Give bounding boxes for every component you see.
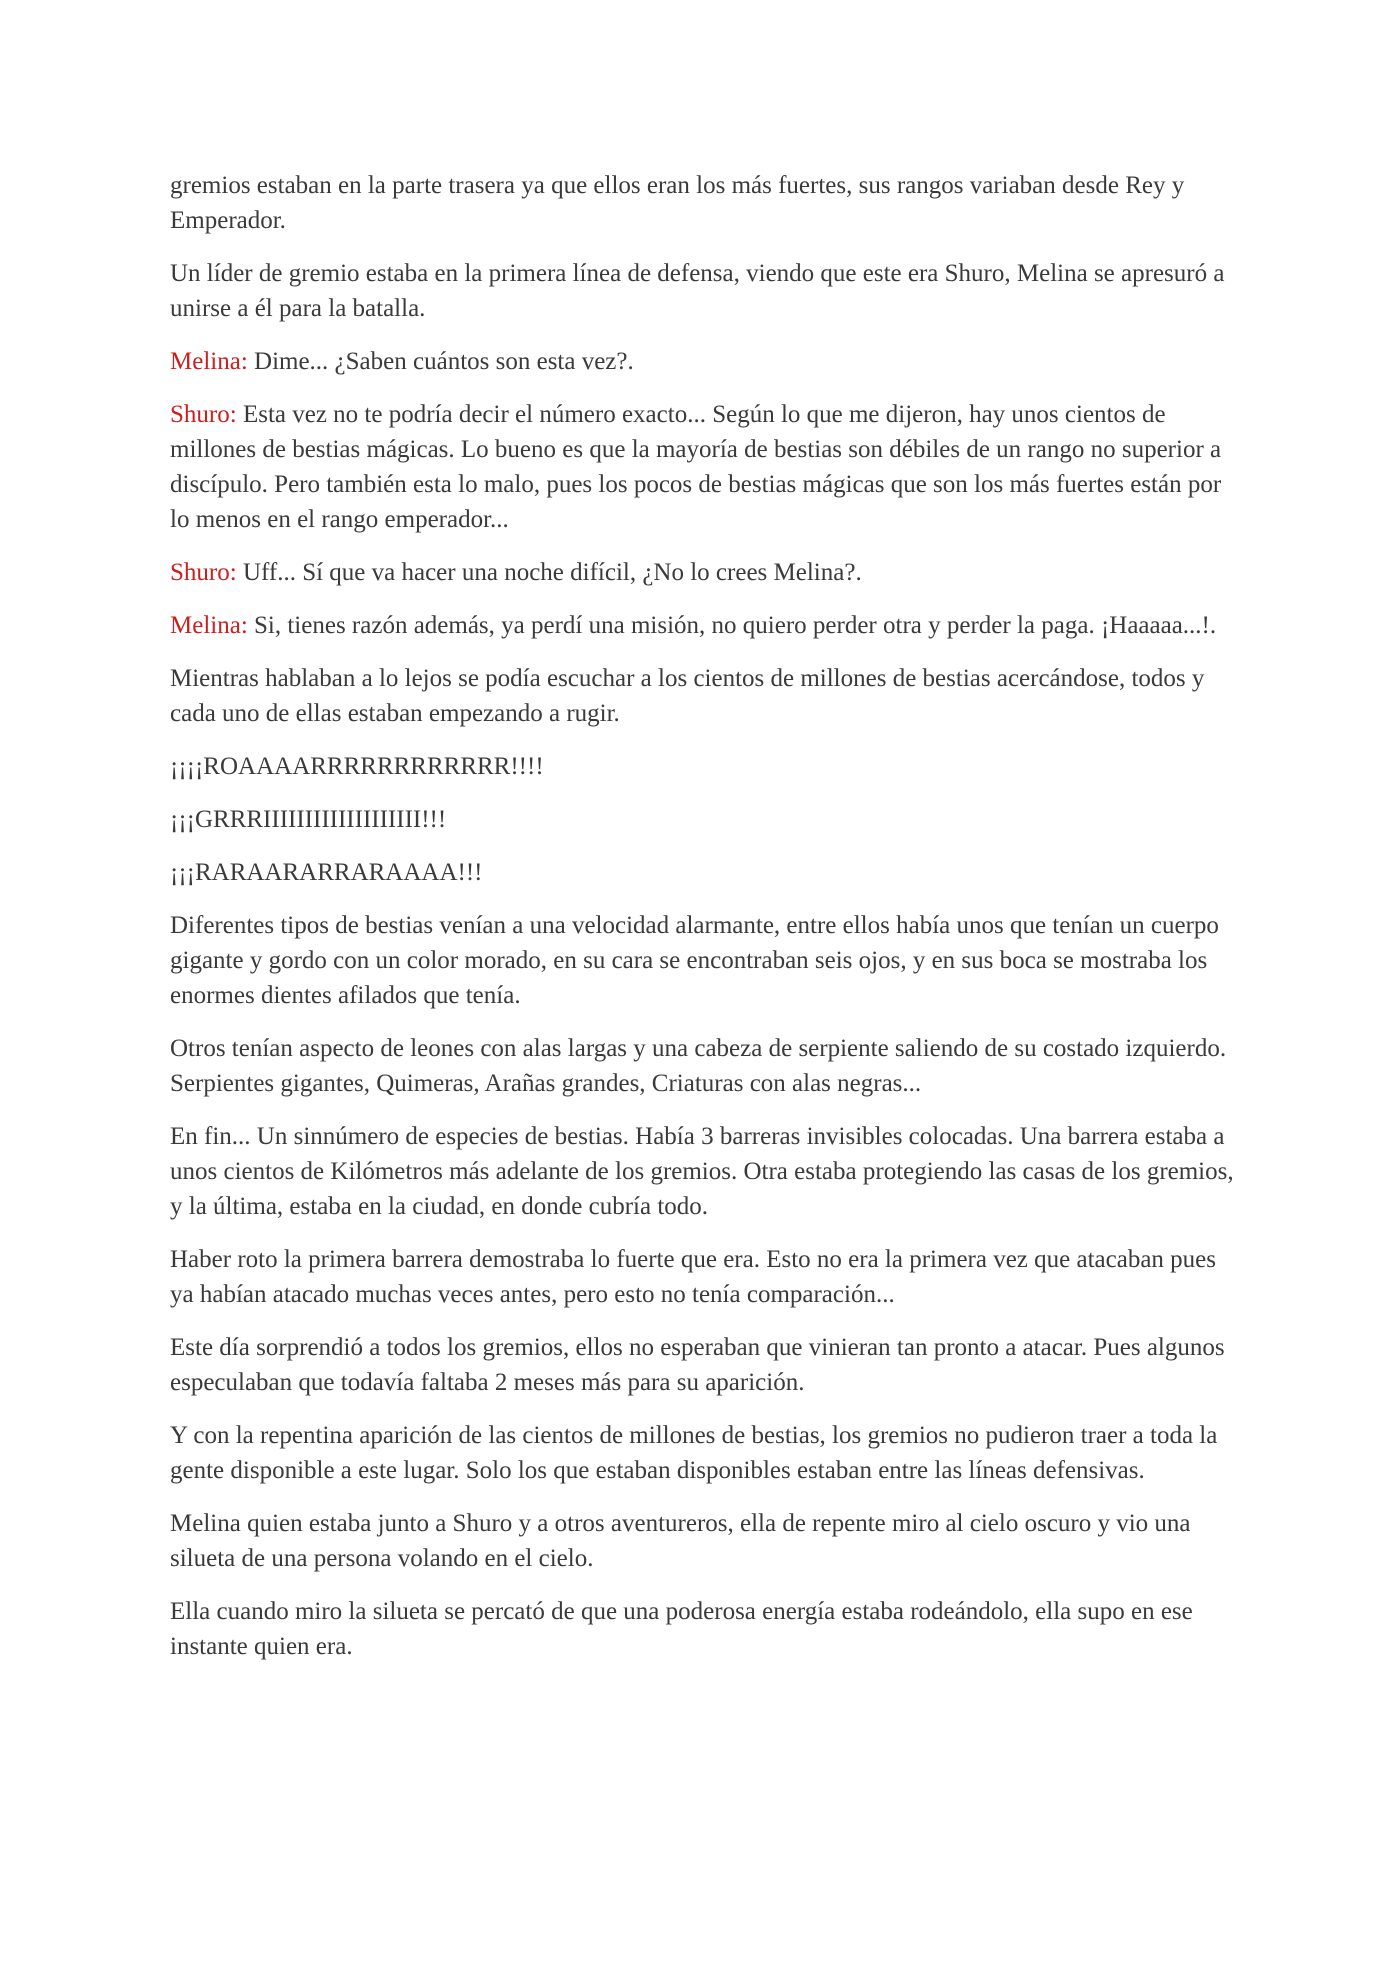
paragraph-text: Un líder de gremio estaba en la primera línea de defensa, viendo que este era Shuro, Melina se apresuró a unirse a él para la batalla.	[170, 260, 1225, 322]
paragraph	[170, 1242, 1245, 1312]
paragraph-text: Diferentes tipos de bestias venían a una velocidad alarmante, entre ellos había unos que tenían un cuerpo gigante y gordo con un color morado, en su cara se encontraban seis ojos, y en sus boca se mostraba los enormes dientes afilados que tenía.	[170, 912, 1219, 1009]
paragraph-text: Y con la repentina aparición de las cientos de millones de bestias, los gremios no pudieron traer a toda la gente disponible a este lugar. Solo los que estaban disponibles estaban entre las líneas defensivas.	[170, 1422, 1218, 1484]
speaker-label: Shuro:	[170, 559, 237, 586]
paragraph	[170, 908, 1245, 1013]
paragraph	[170, 168, 1245, 238]
paragraph	[170, 1031, 1245, 1101]
speaker-label: Melina:	[170, 612, 248, 639]
roar-text: ¡¡¡GRRRIIIIIIIIIIIIIIIIIII!!!	[170, 806, 447, 833]
paragraph-text: Este día sorprendió a todos los gremios, ellos no esperaban que vinieran tan pronto a atacar. Pues algunos especulaban que todavía faltaba 2 meses más para su aparición.	[170, 1334, 1225, 1396]
dialogue-line	[170, 608, 1245, 643]
roar-text: ¡¡¡RARAARARRARAAAA!!!	[170, 859, 483, 886]
paragraph	[170, 256, 1245, 326]
dialogue-text: Esta vez no te podría decir el número exacto... Según lo que me dijeron, hay unos cientos de millones de bestias mágicas. Lo bueno es que la mayoría de bestias son débiles de un rango no superior a discípulo. Pero también esta lo malo, pues los pocos de bestias mágicas que son los más fuertes están por lo menos en el rango emperador...	[170, 401, 1222, 533]
paragraph-text: Otros tenían aspecto de leones con alas largas y una cabeza de serpiente saliendo de su costado izquierdo. Serpientes gigantes, Quimeras, Arañas grandes, Criaturas con alas negras...	[170, 1035, 1227, 1097]
dialogue-line	[170, 555, 1245, 590]
paragraph	[170, 1330, 1245, 1400]
roar-line	[170, 749, 1245, 784]
dialogue-text: Si, tienes razón además, ya perdí una misión, no quiero perder otra y perder la paga. ¡Haaaaa...!.	[247, 612, 1217, 639]
paragraph	[170, 1418, 1245, 1488]
dialogue-line	[170, 344, 1245, 379]
paragraph	[170, 1119, 1245, 1224]
paragraph-text: Haber roto la primera barrera demostraba lo fuerte que era. Esto no era la primera vez que atacaban pues ya habían atacado muchas veces antes, pero esto no tenía comparación...	[170, 1246, 1216, 1308]
speaker-label: Melina:	[170, 348, 248, 375]
paragraph-text: Ella cuando miro la silueta se percató de que una poderosa energía estaba rodeándolo, ella supo en ese instante quien era.	[170, 1598, 1193, 1660]
roar-line	[170, 802, 1245, 837]
speaker-label: Shuro:	[170, 401, 237, 428]
document-page	[170, 168, 1245, 1682]
paragraph	[170, 1506, 1245, 1576]
roar-text: ¡¡¡¡ROAAAARRRRRRRRRRRR!!!!	[170, 753, 544, 780]
paragraph-text: gremios estaban en la parte trasera ya que ellos eran los más fuertes, sus rangos variaban desde Rey y Emperador.	[170, 172, 1185, 234]
paragraph	[170, 1594, 1245, 1664]
dialogue-text: Dime... ¿Saben cuántos son esta vez?.	[247, 348, 634, 375]
dialogue-text: Uff... Sí que va hacer una noche difícil, ¿No lo crees Melina?.	[236, 559, 862, 586]
roar-line	[170, 855, 1245, 890]
paragraph-text: Melina quien estaba junto a Shuro y a otros aventureros, ella de repente miro al cielo oscuro y vio una silueta de una persona volando en el cielo.	[170, 1510, 1191, 1572]
paragraph-text: En fin... Un sinnúmero de especies de bestias. Había 3 barreras invisibles colocadas. Una barrera estaba a unos cientos de Kilómetros más adelante de los gremios. Otra estaba protegiendo las casas de los gremios, y la última, estaba en la ciudad, en donde cubría todo.	[170, 1123, 1234, 1220]
paragraph	[170, 661, 1245, 731]
paragraph-text: Mientras hablaban a lo lejos se podía escuchar a los cientos de millones de bestias acercándose, todos y cada uno de ellas estaban empezando a rugir.	[170, 665, 1205, 727]
dialogue-line	[170, 397, 1245, 537]
